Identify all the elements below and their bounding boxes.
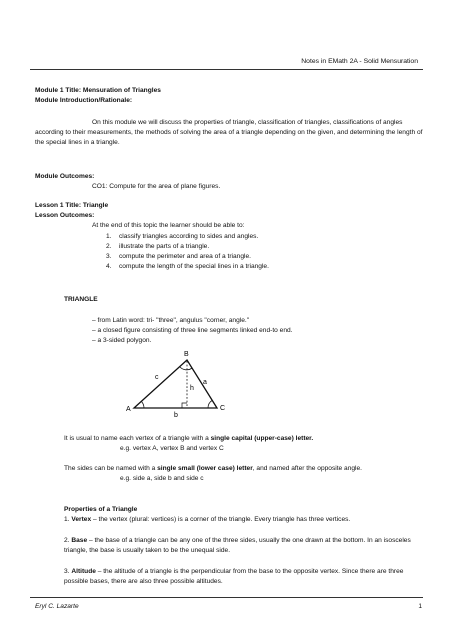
altitude-label-h: h — [190, 385, 194, 392]
definition-line: – a closed figure consisting of three line segments linked end-to end. — [92, 327, 293, 334]
list-item: 4. compute the length of the special lines in a triangle. — [106, 263, 269, 270]
list-item: 1. classify triangles according to sides and angles. — [106, 233, 259, 240]
side-label-b: b — [174, 412, 178, 419]
triangle-diagram — [120, 348, 240, 420]
angle-arc-b — [180, 367, 192, 370]
lesson-outcomes-heading: Lesson Outcomes: — [35, 212, 95, 219]
lesson-title: Lesson 1 Title: Triangle — [35, 202, 109, 209]
definition-line: – a 3-sided polygon. — [92, 337, 152, 344]
properties-heading: Properties of a Triangle — [64, 506, 138, 513]
definition-line: – from Latin word: tri- "three", angulus "corner, angle." — [92, 317, 250, 324]
footer-author: Eryl C. Lazarte — [35, 603, 79, 610]
footer-rule — [30, 597, 423, 598]
side-example: e.g. side a, side b and side c — [120, 475, 204, 482]
header-rule — [30, 69, 423, 70]
vertex-label-b: B — [184, 351, 189, 358]
triangle-heading: TRIANGLE — [64, 296, 98, 303]
module-outcome-1: CO1: Compute for the area of plane figures. — [92, 183, 221, 190]
lesson-outcome-list — [106, 232, 269, 272]
vertex-example: e.g. vertex A, vertex B and vertex C — [120, 445, 224, 452]
angle-arc-c — [208, 401, 212, 409]
page-number: 1 — [418, 603, 422, 610]
property-vertex: 1. Vertex – the vertex (plural: vertices) is a corner of the triangle. Every triangle has three vertices. — [64, 516, 351, 523]
module-outcomes-heading: Module Outcomes: — [35, 173, 95, 180]
vertex-naming-text: It is usual to name each vertex of a triangle with a single capital (upper-case) letter. — [64, 435, 314, 442]
running-header: Notes in EMath 2A - Solid Mensuration — [301, 58, 418, 65]
module-intro-heading: Module Introduction/Rationale: — [35, 97, 133, 104]
vertex-label-c: C — [220, 405, 226, 412]
side-label-c: c — [155, 374, 159, 381]
property-altitude: 3. Altitude – the altitude of a triangle is the perpendicular from the base to the opposite vertex. Since there are three possible bases, there are also three possible altitudes. — [64, 568, 404, 585]
vertex-label-a: A — [126, 406, 131, 413]
right-angle-mark — [182, 403, 187, 408]
list-item: 2. illustrate the parts of a triangle. — [106, 243, 210, 250]
side-naming-text: The sides can be named with a single small (lower case) letter, and named after the opposite angle. — [64, 465, 363, 472]
lesson-intro: At the end of this topic the learner should be able to: — [92, 222, 245, 229]
module-intro-text: On this module we will discuss the properties of triangle, classification of triangles, classifications of angles according to their measurements, the methods of solving the area of a triangle depending on the given, and determining the length of the special lines in a triangle. — [35, 119, 423, 146]
side-label-a: a — [203, 379, 207, 386]
angle-arc-a — [142, 402, 145, 409]
list-item: 3. compute the perimeter and area of a triangle. — [106, 253, 251, 260]
module-title: Module 1 Title: Mensuration of Triangles — [35, 87, 161, 94]
property-base: 2. Base – the base of a triangle can be any one of the three sides, usually the one drawn at the bottom. In an isosceles triangle, the base is usually taken to be the unequal side. — [64, 537, 411, 554]
triangle-definitions — [92, 316, 293, 346]
